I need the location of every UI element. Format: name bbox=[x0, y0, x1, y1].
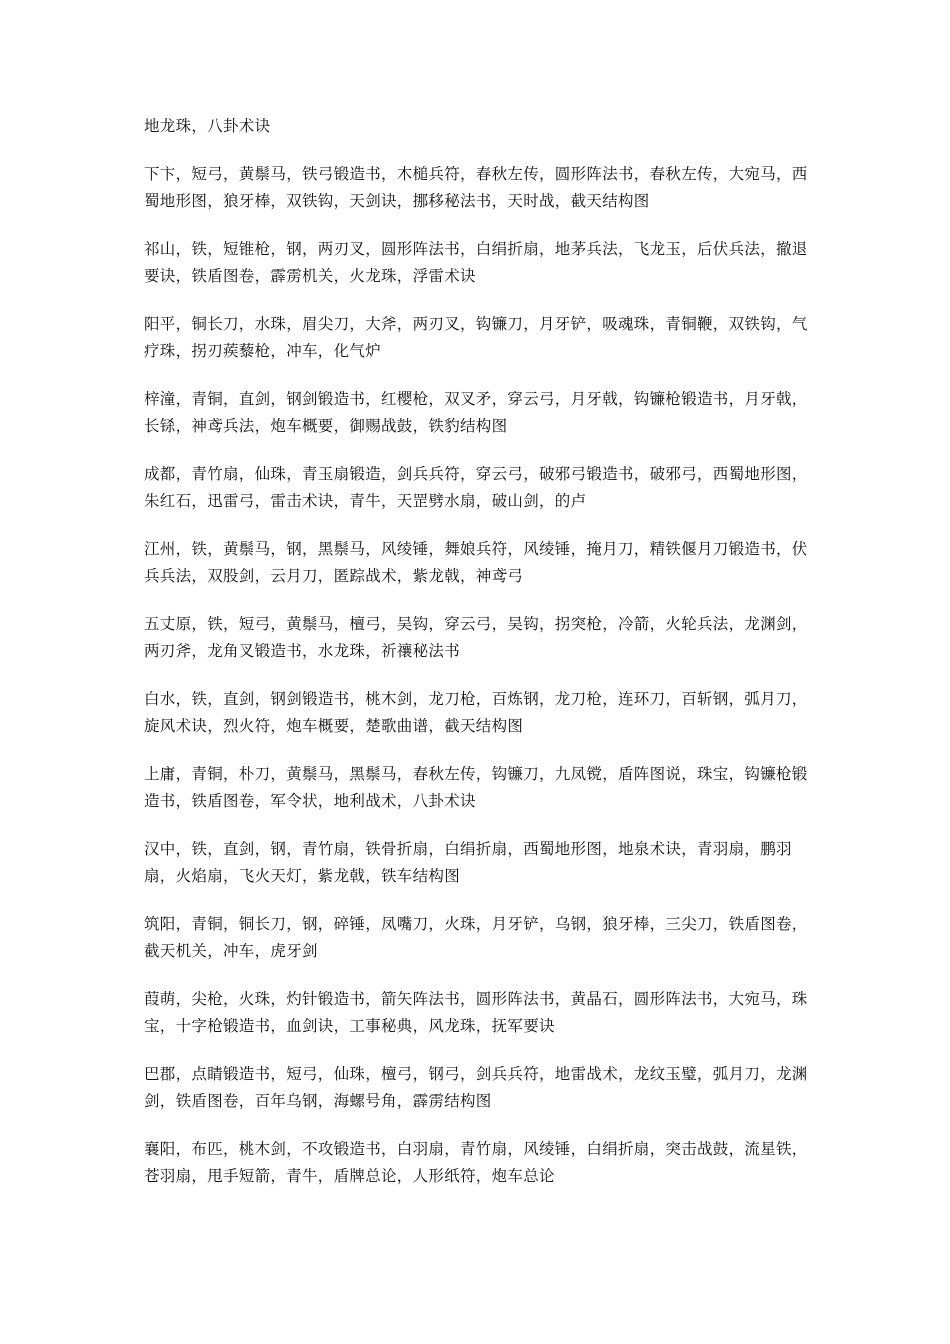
paragraph-bajun: 巴郡，点睛锻造书，短弓，仙珠，檀弓，钢弓，剑兵兵符，地雷战术，龙纹玉璧，弧月刀，龙渊剑，铁盾图卷，百年乌钢，海螺号角，霹雳结构图 bbox=[144, 1065, 808, 1110]
document-body bbox=[144, 113, 814, 1211]
paragraph-chengdu: 成都，青竹扇，仙珠，青玉扇锻造，剑兵兵符，穿云弓，破邪弓锻造书，破邪弓，西蜀地形图，朱红石，迅雷弓，雷击术诀，青牛，天罡劈水扇，破山剑，的卢 bbox=[144, 465, 808, 510]
paragraph-qishan: 祁山，铁，短锥枪，钢，两刃叉，圆形阵法书，白绢折扇，地茅兵法，飞龙玉，后伏兵法，撤退要诀，铁盾图卷，霹雳机关，火龙珠，浮雷术诀 bbox=[144, 240, 808, 285]
paragraph-jiameng: 葭萌，尖枪，火珠，灼针锻造书，箭矢阵法书，圆形阵法书，黄晶石，圆形阵法书，大宛马，珠宝，十字枪锻造书，血剑诀，工事秘典，风龙珠，抚军要诀 bbox=[144, 990, 808, 1035]
paragraph-shangyong: 上庸，青铜，朴刀，黄鬃马，黑鬃马，春秋左传，钩镰刀，九凤镋，盾阵图说，珠宝，钩镰枪锻造书，铁盾图卷，军令状，地利战术，八卦术诀 bbox=[144, 765, 808, 810]
paragraph-hanzhong: 汉中，铁，直剑，钢，青竹扇，铁骨折扇，白绢折扇，西蜀地形图，地泉术诀，青羽扇，鹏羽扇，火焰扇，飞火天灯，紫龙戟，铁车结构图 bbox=[144, 840, 792, 885]
paragraph-wuzhangyuan: 五丈原，铁，短弓，黄鬃马，檀弓，吴钩，穿云弓，吴钩，拐突枪，冷箭，火轮兵法，龙渊剑，两刃斧，龙角叉锻造书，水龙珠，祈禳秘法书 bbox=[144, 615, 808, 660]
paragraph-xiangyang: 襄阳，布匹，桃木剑，不攻锻造书，白羽扇，青竹扇，风绫锤，白绢折扇，突击战鼓，流星铁，苍羽扇，甩手短箭，青牛，盾牌总论，人形纸符，炮车总论 bbox=[144, 1140, 808, 1185]
paragraph-yangping: 阳平，铜长刀，水珠，眉尖刀，大斧，两刃叉，钩镰刀，月牙铲，吸魂珠，青铜鞭，双铁钩，气疗珠，拐刃蒺藜枪，冲车，化气炉 bbox=[144, 315, 808, 360]
paragraph-jiangzhou: 江州，铁，黄鬃马，钢，黑鬃马，风绫锤，舞娘兵符，风绫锤，掩月刀，精铁偃月刀锻造书，伏兵兵法，双股剑，云月刀，匿踪战术，紫龙戟，神鸢弓 bbox=[144, 540, 808, 585]
paragraph-zitong: 梓潼，青铜，直剑，钢剑锻造书，红樱枪，双叉矛，穿云弓，月牙戟，钩镰枪锻造书，月牙戟，长铩，神鸢兵法，炮车概要，御赐战鼓，铁豹结构图 bbox=[144, 390, 808, 435]
paragraph-intro: 地龙珠，八卦术诀 bbox=[144, 117, 271, 135]
paragraph-xiabian: 下卞，短弓，黄鬃马，铁弓锻造书，木槌兵符，春秋左传，圆形阵法书，春秋左传，大宛马，西蜀地形图，狼牙棒，双铁钩，天剑诀，挪移秘法书，天时战，截天结构图 bbox=[144, 165, 808, 210]
paragraph-baishui: 白水，铁，直剑，钢剑锻造书，桃木剑，龙刀枪，百炼钢，龙刀枪，连环刀，百斩钢，弧月刀，旋风术诀，烈火符，炮车概要，楚歌曲谱，截天结构图 bbox=[144, 690, 808, 735]
paragraph-zhuyang: 筑阳，青铜，铜长刀，钢，碎锤，凤嘴刀，火珠，月牙铲，乌钢，狼牙棒，三尖刀，铁盾图卷，截天机关，冲车，虎牙剑 bbox=[144, 915, 808, 960]
